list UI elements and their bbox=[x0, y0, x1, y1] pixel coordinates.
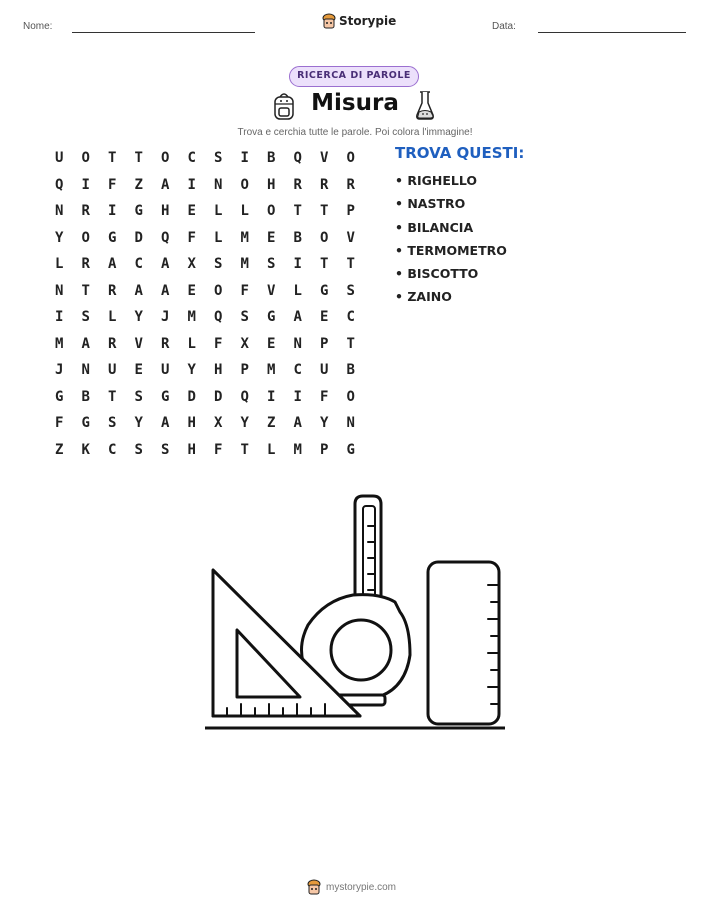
grid-letter[interactable]: M bbox=[267, 362, 276, 379]
brand-name: Storypie bbox=[339, 14, 397, 28]
grid-letter[interactable]: M bbox=[293, 441, 302, 458]
grid-letter[interactable]: X bbox=[214, 415, 223, 432]
grid-letter[interactable]: L bbox=[214, 203, 223, 220]
grid-letter[interactable]: Z bbox=[55, 441, 64, 458]
grid-letter[interactable]: S bbox=[214, 256, 223, 273]
brand-logo bbox=[322, 13, 396, 29]
grid-letter[interactable]: L bbox=[187, 335, 196, 352]
grid-letter[interactable]: J bbox=[55, 362, 64, 379]
grid-letter[interactable]: U bbox=[108, 362, 117, 379]
grid-letter[interactable]: U bbox=[161, 362, 170, 379]
grid-letter[interactable]: D bbox=[187, 388, 196, 405]
grid-letter[interactable]: T bbox=[108, 150, 117, 167]
grid-letter[interactable]: N bbox=[293, 335, 302, 352]
grid-letter[interactable]: O bbox=[346, 388, 355, 405]
grid-letter[interactable]: O bbox=[81, 229, 90, 246]
grid-letter[interactable]: R bbox=[108, 335, 117, 352]
grid-letter[interactable]: H bbox=[214, 362, 223, 379]
grid-letter[interactable]: I bbox=[293, 256, 302, 273]
grid-letter[interactable]: P bbox=[240, 362, 249, 379]
grid-letter[interactable]: T bbox=[320, 256, 329, 273]
grid-letter[interactable]: S bbox=[346, 282, 355, 299]
name-line[interactable] bbox=[72, 32, 255, 33]
grid-letter[interactable]: G bbox=[267, 309, 276, 326]
grid-letter[interactable]: T bbox=[240, 441, 249, 458]
grid-letter[interactable]: Z bbox=[267, 415, 276, 432]
grid-letter[interactable]: B bbox=[346, 362, 355, 379]
grid-letter[interactable]: T bbox=[320, 203, 329, 220]
grid-letter[interactable]: O bbox=[346, 150, 355, 167]
grid-letter[interactable]: O bbox=[267, 203, 276, 220]
grid-letter[interactable]: A bbox=[161, 415, 170, 432]
grid-letter[interactable]: P bbox=[320, 441, 329, 458]
grid-letter[interactable]: V bbox=[346, 229, 355, 246]
grid-letter[interactable]: E bbox=[187, 282, 196, 299]
grid-letter[interactable]: E bbox=[187, 203, 196, 220]
grid-letter[interactable]: I bbox=[55, 309, 64, 326]
grid-letter[interactable]: Y bbox=[134, 415, 143, 432]
grid-letter[interactable]: N bbox=[346, 415, 355, 432]
grid-letter[interactable]: O bbox=[214, 282, 223, 299]
grid-letter[interactable]: B bbox=[81, 388, 90, 405]
grid-letter[interactable]: T bbox=[346, 335, 355, 352]
grid-letter[interactable]: A bbox=[81, 335, 90, 352]
grid-letter[interactable]: S bbox=[81, 309, 90, 326]
date-label: Data: bbox=[492, 21, 516, 32]
grid-letter[interactable]: R bbox=[81, 203, 90, 220]
grid-letter[interactable]: E bbox=[267, 229, 276, 246]
grid-letter[interactable]: C bbox=[346, 309, 355, 326]
grid-letter[interactable]: L bbox=[55, 256, 64, 273]
grid-letter[interactable]: T bbox=[346, 256, 355, 273]
grid-letter[interactable]: G bbox=[108, 229, 117, 246]
grid-letter[interactable]: F bbox=[214, 335, 223, 352]
grid-letter[interactable]: L bbox=[267, 441, 276, 458]
grid-letter[interactable]: K bbox=[81, 441, 90, 458]
grid-letter[interactable]: S bbox=[161, 441, 170, 458]
grid-letter[interactable]: G bbox=[346, 441, 355, 458]
grid-letter[interactable]: R bbox=[161, 335, 170, 352]
grid-letter[interactable]: Q bbox=[293, 150, 302, 167]
word-list-title: TROVA QUESTI: bbox=[395, 144, 525, 162]
grid-letter[interactable]: Z bbox=[134, 176, 143, 193]
grid-letter[interactable]: F bbox=[214, 441, 223, 458]
word-item: • BILANCIA bbox=[395, 219, 474, 235]
grid-letter[interactable]: Q bbox=[55, 176, 64, 193]
grid-letter[interactable]: O bbox=[81, 150, 90, 167]
word-list bbox=[395, 171, 507, 311]
grid-letter[interactable]: L bbox=[214, 229, 223, 246]
word-item: • BISCOTTO bbox=[395, 266, 479, 282]
grid-letter[interactable]: L bbox=[108, 309, 117, 326]
grid-letter[interactable]: U bbox=[320, 362, 329, 379]
grid-letter[interactable]: R bbox=[346, 176, 355, 193]
grid-letter[interactable]: Q bbox=[240, 388, 249, 405]
grid-letter[interactable]: S bbox=[134, 388, 143, 405]
grid-letter[interactable]: X bbox=[240, 335, 249, 352]
grid-letter[interactable]: M bbox=[187, 309, 196, 326]
grid-letter[interactable]: B bbox=[267, 150, 276, 167]
grid-letter[interactable]: A bbox=[161, 176, 170, 193]
grid-letter[interactable]: M bbox=[240, 229, 249, 246]
grid-letter[interactable]: T bbox=[108, 388, 117, 405]
instructions: Trova e cerchia tutte le parole. Poi colora l'immagine! bbox=[237, 127, 473, 138]
grid-letter[interactable]: M bbox=[55, 335, 64, 352]
grid-letter[interactable]: G bbox=[320, 282, 329, 299]
grid-letter[interactable]: C bbox=[134, 256, 143, 273]
grid-letter[interactable]: L bbox=[240, 203, 249, 220]
grid-letter[interactable]: H bbox=[267, 176, 276, 193]
grid-letter[interactable]: F bbox=[55, 415, 64, 432]
grid-letter[interactable]: A bbox=[161, 282, 170, 299]
grid-letter[interactable]: T bbox=[293, 203, 302, 220]
grid-letter[interactable]: H bbox=[187, 415, 196, 432]
measuring-tools-illustration bbox=[205, 490, 505, 735]
grid-letter[interactable]: P bbox=[320, 335, 329, 352]
grid-letter[interactable]: A bbox=[134, 282, 143, 299]
grid-letter[interactable]: R bbox=[320, 176, 329, 193]
grid-letter[interactable]: X bbox=[187, 256, 196, 273]
grid-letter[interactable]: S bbox=[240, 309, 249, 326]
grid-letter[interactable]: C bbox=[187, 150, 196, 167]
pie-mascot-icon bbox=[307, 879, 321, 895]
grid-letter[interactable]: N bbox=[55, 203, 64, 220]
grid-letter[interactable]: A bbox=[161, 256, 170, 273]
grid-letter[interactable]: B bbox=[293, 229, 302, 246]
grid-letter[interactable]: Y bbox=[55, 229, 64, 246]
grid-letter[interactable]: U bbox=[55, 150, 64, 167]
grid-letter[interactable]: F bbox=[320, 388, 329, 405]
grid-letter[interactable]: V bbox=[320, 150, 329, 167]
grid-letter[interactable]: G bbox=[134, 203, 143, 220]
grid-letter[interactable]: I bbox=[267, 388, 276, 405]
grid-letter[interactable]: R bbox=[81, 256, 90, 273]
grid-letter[interactable]: V bbox=[267, 282, 276, 299]
grid-letter[interactable]: C bbox=[108, 441, 117, 458]
grid-letter[interactable]: O bbox=[161, 150, 170, 167]
activity-badge: RICERCA DI PAROLE bbox=[289, 66, 419, 87]
grid-letter[interactable]: C bbox=[293, 362, 302, 379]
grid-letter[interactable]: A bbox=[108, 256, 117, 273]
word-item: • TERMOMETRO bbox=[395, 242, 507, 258]
grid-letter[interactable]: I bbox=[293, 388, 302, 405]
pie-mascot-icon bbox=[322, 13, 336, 29]
grid-letter[interactable]: Y bbox=[240, 415, 249, 432]
grid-letter[interactable]: G bbox=[81, 415, 90, 432]
grid-letter[interactable]: Q bbox=[214, 309, 223, 326]
grid-letter[interactable]: I bbox=[187, 176, 196, 193]
word-item: • NASTRO bbox=[395, 196, 466, 212]
grid-letter[interactable]: Y bbox=[187, 362, 196, 379]
flask-icon bbox=[414, 89, 436, 121]
backpack-icon bbox=[272, 91, 296, 121]
grid-letter[interactable]: E bbox=[320, 309, 329, 326]
name-label: Nome: bbox=[23, 21, 53, 32]
grid-letter[interactable]: S bbox=[134, 441, 143, 458]
grid-letter[interactable]: R bbox=[293, 176, 302, 193]
grid-letter[interactable]: V bbox=[134, 335, 143, 352]
grid-letter[interactable]: J bbox=[161, 309, 170, 326]
grid-letter[interactable]: A bbox=[293, 415, 302, 432]
grid-letter[interactable]: I bbox=[240, 150, 249, 167]
grid-letter[interactable]: G bbox=[161, 388, 170, 405]
word-item: • ZAINO bbox=[395, 289, 452, 305]
grid-letter[interactable]: F bbox=[108, 176, 117, 193]
grid-letter[interactable]: D bbox=[214, 388, 223, 405]
footer bbox=[307, 879, 396, 895]
grid-letter[interactable]: Y bbox=[134, 309, 143, 326]
grid-letter[interactable]: L bbox=[293, 282, 302, 299]
grid-letter[interactable]: N bbox=[81, 362, 90, 379]
grid-letter[interactable]: R bbox=[108, 282, 117, 299]
grid-letter[interactable]: I bbox=[81, 176, 90, 193]
grid-letter[interactable]: I bbox=[108, 203, 117, 220]
grid-letter[interactable]: O bbox=[240, 176, 249, 193]
grid-letter[interactable]: E bbox=[267, 335, 276, 352]
date-line[interactable] bbox=[538, 32, 686, 33]
grid-letter[interactable]: H bbox=[187, 441, 196, 458]
grid-letter[interactable]: E bbox=[134, 362, 143, 379]
grid-letter[interactable]: D bbox=[134, 229, 143, 246]
grid-letter[interactable]: N bbox=[55, 282, 64, 299]
grid-letter[interactable]: S bbox=[267, 256, 276, 273]
page-title: Misura bbox=[311, 90, 399, 116]
grid-letter[interactable]: S bbox=[108, 415, 117, 432]
grid-letter[interactable]: G bbox=[55, 388, 64, 405]
grid-letter[interactable]: Q bbox=[161, 229, 170, 246]
grid-letter[interactable]: F bbox=[240, 282, 249, 299]
grid-letter[interactable]: M bbox=[240, 256, 249, 273]
word-search-grid bbox=[46, 145, 364, 463]
grid-letter[interactable]: P bbox=[346, 203, 355, 220]
word-item: • RIGHELLO bbox=[395, 173, 477, 188]
grid-letter[interactable]: Y bbox=[320, 415, 329, 432]
footer-url[interactable]: mystorypie.com bbox=[326, 881, 397, 893]
grid-letter[interactable]: O bbox=[320, 229, 329, 246]
grid-letter[interactable]: T bbox=[81, 282, 90, 299]
grid-letter[interactable]: S bbox=[214, 150, 223, 167]
grid-letter[interactable]: T bbox=[134, 150, 143, 167]
grid-letter[interactable]: F bbox=[187, 229, 196, 246]
grid-letter[interactable]: N bbox=[214, 176, 223, 193]
grid-letter[interactable]: A bbox=[293, 309, 302, 326]
grid-letter[interactable]: H bbox=[161, 203, 170, 220]
